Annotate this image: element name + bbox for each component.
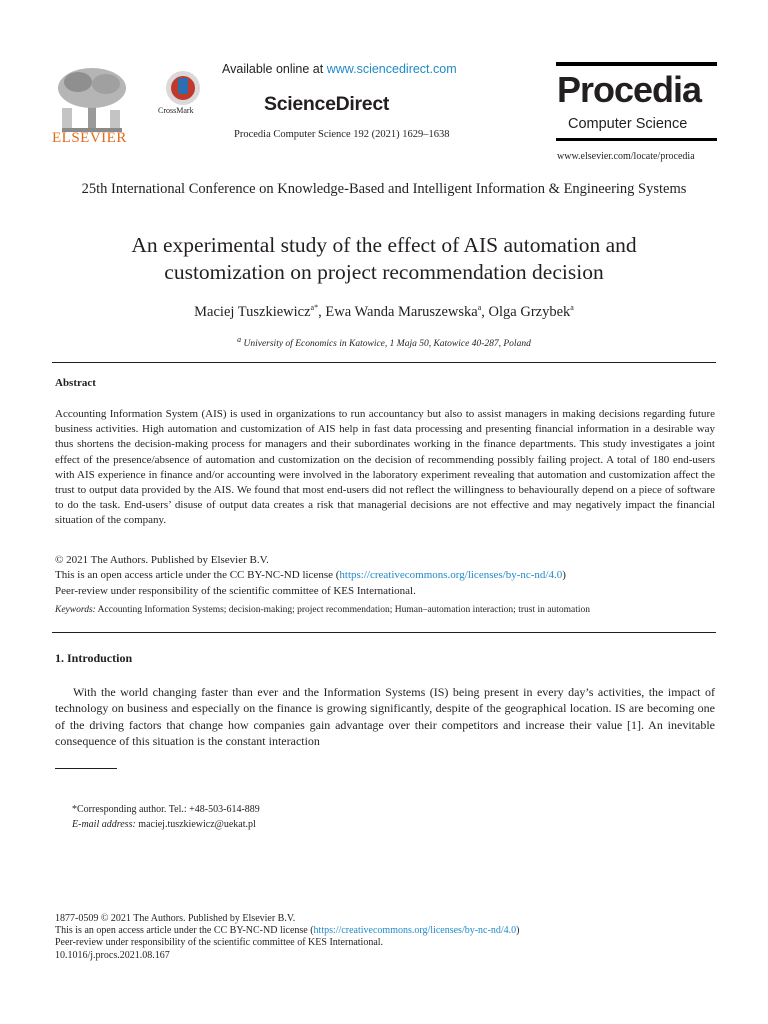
- license-line: [55, 568, 715, 583]
- introduction-text: With the world changing faster than ever and the Information Systems (IS) being present in every day’s activities, the impact of technology on business and especially on the finance is growing significantly, despite of the geographical location. IS are becoming one of the driving factors that change how companies gain advantage over their competitors and increase their value [1]. An inevitable consequence of this situation is the constant interaction: [55, 685, 715, 748]
- footnote-divider: [55, 768, 117, 769]
- procedia-logo: [556, 62, 717, 142]
- procedia-title: Procedia: [557, 69, 702, 110]
- keywords-text: Accounting Information Systems; decision-making; project recommendation; Human–automation interaction; trust in automation: [95, 605, 590, 615]
- author-separator: ,: [481, 303, 489, 320]
- footer-license-suffix: ): [516, 925, 520, 937]
- email-label: E-mail address:: [72, 819, 136, 830]
- journal-url[interactable]: www.elsevier.com/locate/procedia: [557, 151, 695, 162]
- procedia-top-bar: [556, 62, 717, 66]
- author-affiliation-mark: a: [477, 303, 482, 312]
- footnote: [72, 802, 260, 832]
- sciencedirect-link[interactable]: www.sciencedirect.com: [326, 62, 457, 76]
- license-suffix: ): [562, 569, 566, 582]
- footer-license-prefix: This is an open access article under the CC BY-NC-ND license (: [55, 925, 314, 937]
- license-link[interactable]: https://creativecommons.org/licenses/by-nc-nd/4.0: [339, 569, 563, 582]
- corresponding-author: *Corresponding author. Tel.: +48-503-614-889: [72, 804, 260, 815]
- affiliation: [40, 335, 728, 349]
- paper-title-line-2: customization on project recommendation decision: [164, 260, 604, 284]
- author-name: Olga Grzybek: [488, 303, 571, 320]
- affiliation-text: University of Economics in Katowice, 1 Maja 50, Katowice 40-287, Poland: [241, 339, 531, 350]
- email-line: [72, 817, 260, 832]
- available-prefix: Available online at: [222, 62, 327, 76]
- author-affiliation-mark: a*: [310, 303, 319, 312]
- sciencedirect-title: ScienceDirect: [264, 93, 390, 115]
- divider: [52, 362, 716, 363]
- keywords-label: Keywords:: [55, 605, 96, 615]
- divider: [52, 632, 716, 633]
- footer-peer-review: Peer-review under responsibility of the scientific committee of KES International.: [55, 937, 384, 949]
- conference-name: 25th International Conference on Knowledge-Based and Intelligent Information & Engineering Systems: [81, 181, 687, 197]
- introduction-body: [55, 684, 715, 749]
- paper-title: [40, 232, 728, 286]
- author-name: Maciej Tuszkiewicz: [194, 303, 311, 320]
- peer-review-line: Peer-review under responsibility of the scientific committee of KES International.: [55, 584, 416, 597]
- author-name: Ewa Wanda Maruszewska: [325, 303, 478, 320]
- introduction-heading: 1. Introduction: [55, 651, 133, 665]
- abstract-heading: Abstract: [55, 377, 96, 389]
- affiliation-mark: a: [237, 335, 242, 344]
- author-affiliation-mark: a: [570, 303, 574, 312]
- email-address[interactable]: maciej.tuszkiewicz@uekat.pl: [135, 819, 256, 830]
- crossmark-label: CrossMark: [158, 106, 194, 115]
- footer-license-link[interactable]: https://creativecommons.org/licenses/by-nc-nd/4.0: [313, 925, 517, 937]
- author-list: [40, 303, 728, 321]
- procedia-subtitle: Computer Science: [568, 116, 688, 132]
- copyright-line: © 2021 The Authors. Published by Elsevier B.V.: [55, 554, 269, 566]
- issn-line: 1877-0509 © 2021 The Authors. Published by Elsevier B.V.: [55, 913, 296, 924]
- author-separator: ,: [318, 303, 326, 320]
- journal-reference: Procedia Computer Science 192 (2021) 1629–1638: [234, 129, 450, 140]
- license-prefix: This is an open access article under the CC BY-NC-ND license (: [55, 569, 340, 582]
- copyright-block: [55, 553, 715, 599]
- available-online: [222, 62, 457, 76]
- paper-title-line-1: An experimental study of the effect of AIS automation and: [131, 233, 637, 257]
- footer-license-line: [55, 925, 519, 937]
- page-footer: [55, 913, 519, 962]
- keywords: [55, 605, 715, 615]
- procedia-bottom-bar: [556, 138, 717, 141]
- abstract-body: Accounting Information System (AIS) is used in organizations to run accountancy but also to assist managers in making decisions regarding future business activities. High automation and customization of AIS help in fast data processing and presenting financial information in a desirable way thus shortens the decision-making process for managers and their subordinates working in the finance departments. This study investigates a joint effect of the presence/absence of automation and customization on the decision of recommending possibly failing project. A total of 180 end-users with AIS experience in finance and/or accounting were involved in the laboratory experiment revealing that automation and customization affect the trust to output data provided by the AIS. We found that most end-users did not reflect the willingness to behaviourally depend on a piece of software to do the task. End-users’ disuse of output data creates a risk that managerial decisions are not effective and may negatively impact the financial situation of the company.: [55, 408, 715, 527]
- elsevier-wordmark: ELSEVIER: [52, 130, 127, 146]
- doi[interactable]: 10.1016/j.procs.2021.08.167: [55, 949, 170, 961]
